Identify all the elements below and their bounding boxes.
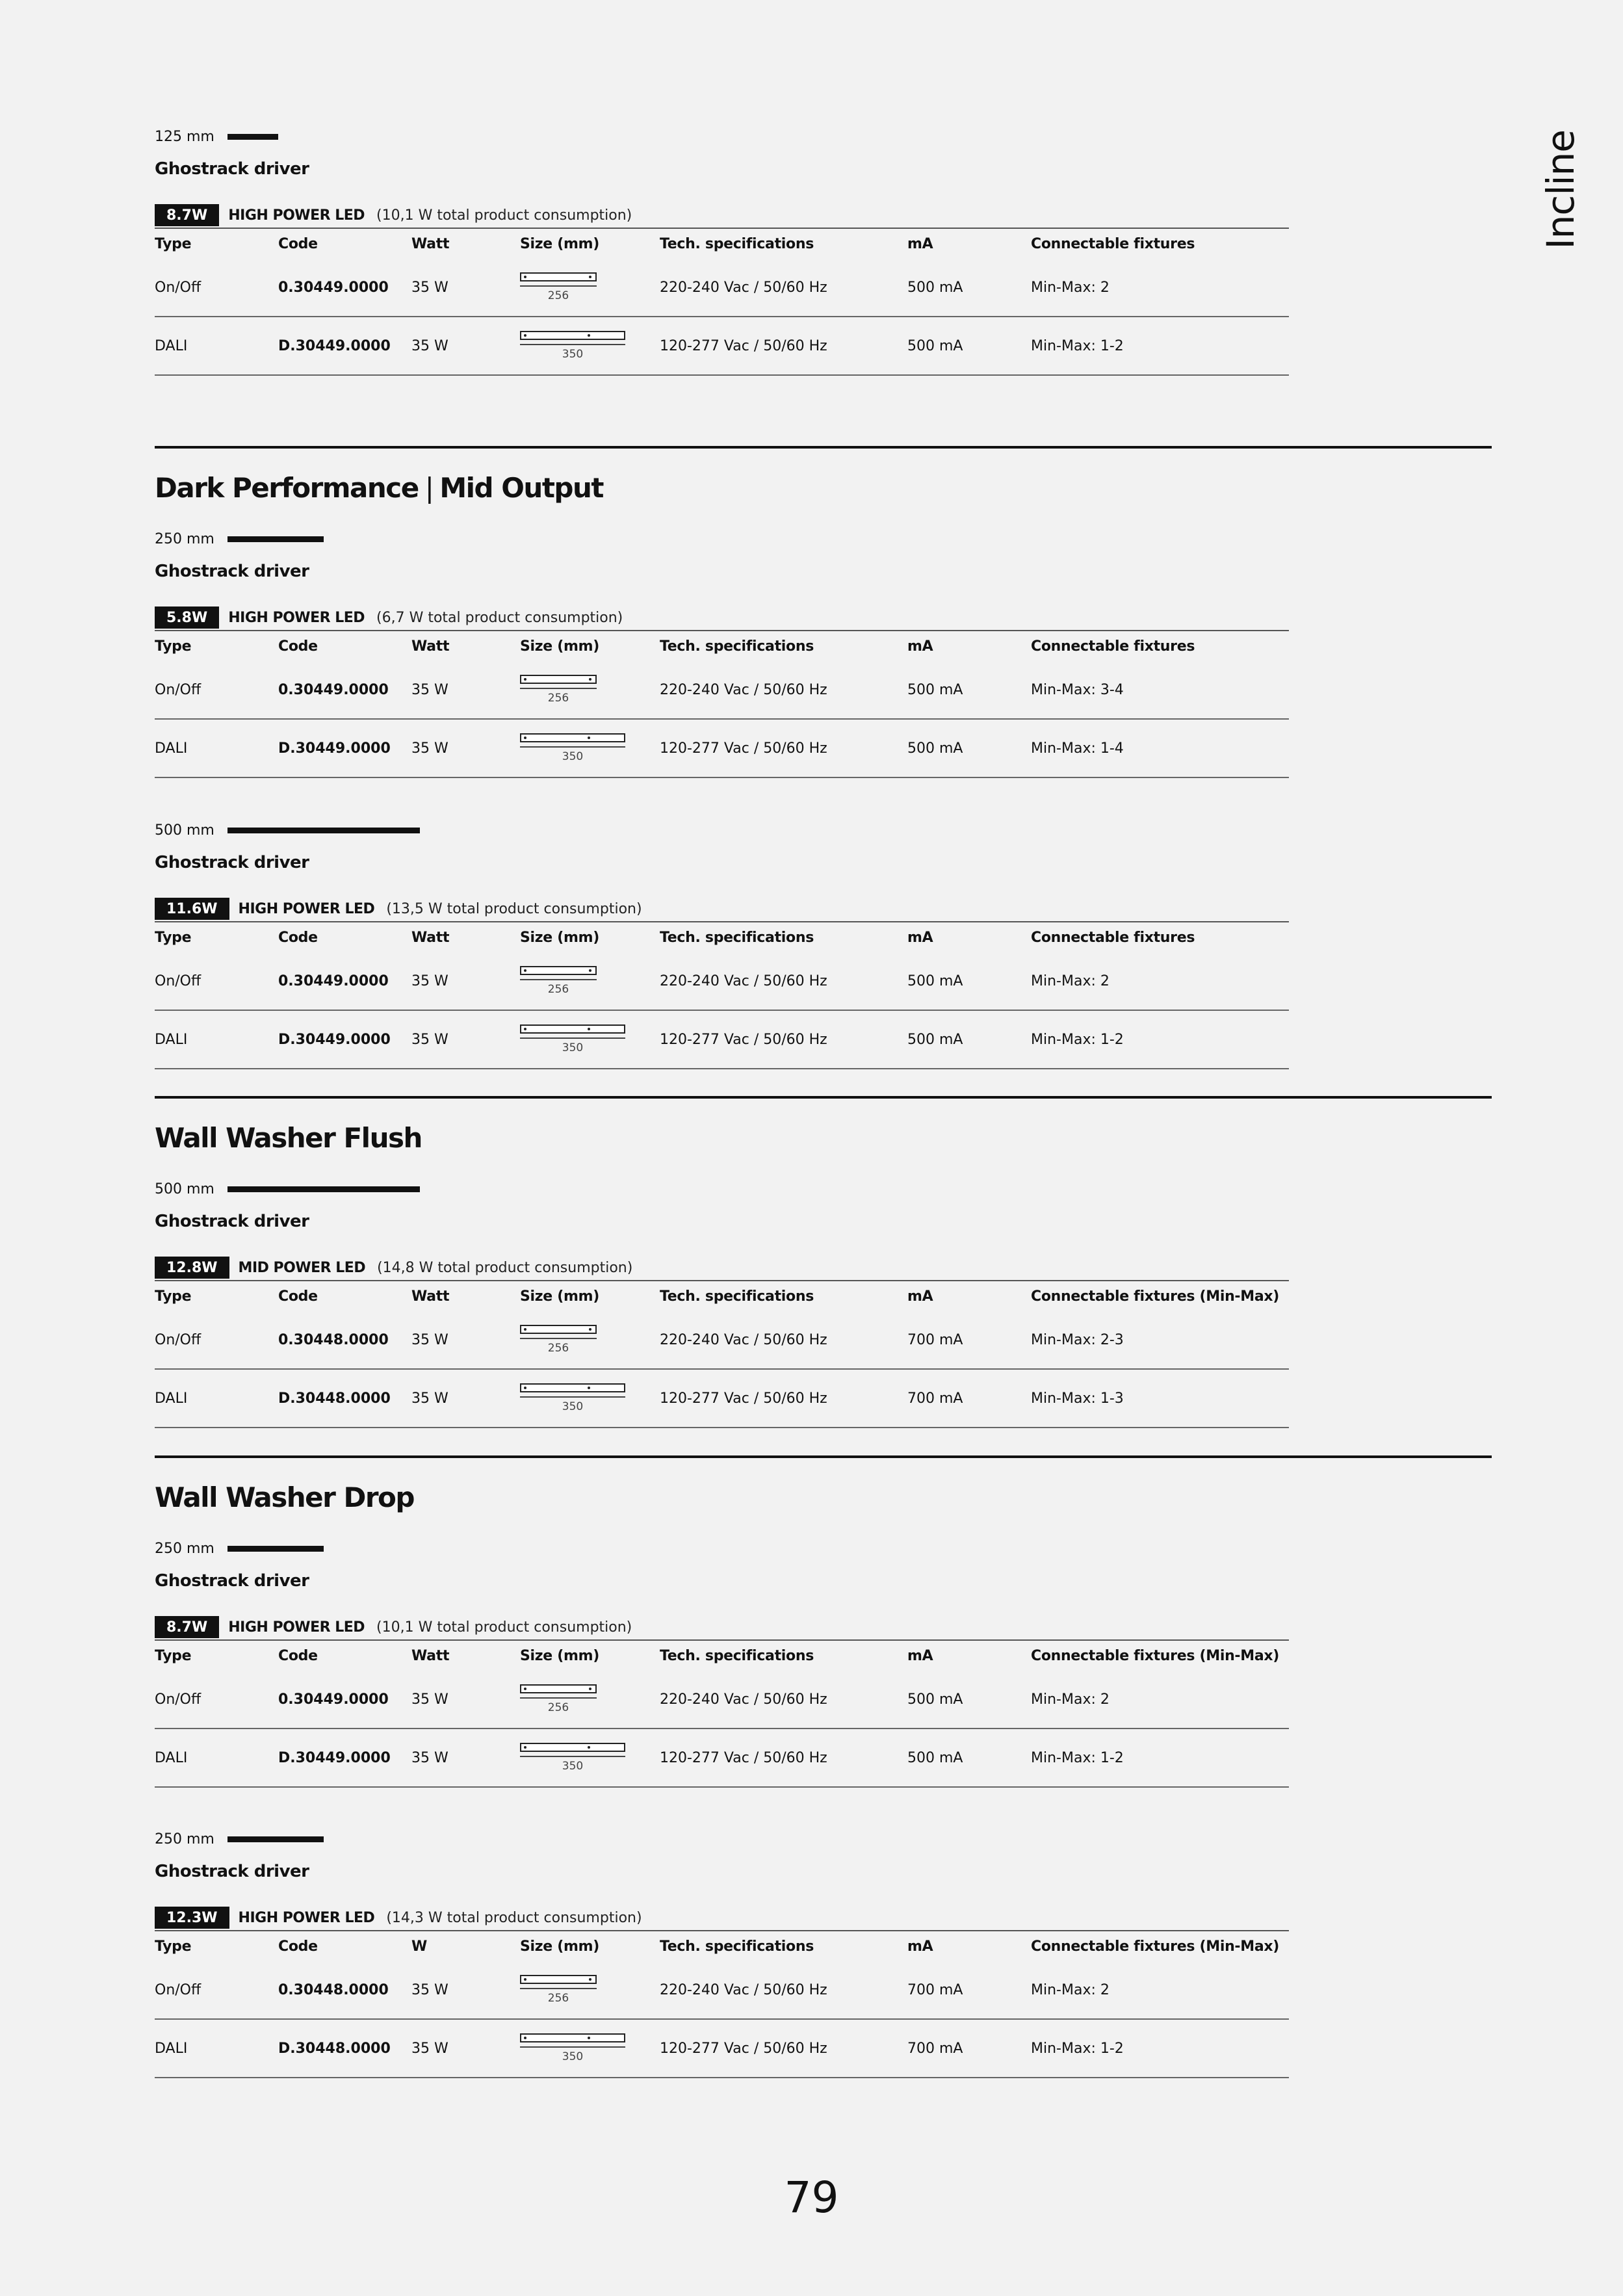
cell-watt: 35 W bbox=[411, 317, 520, 375]
spec-table bbox=[155, 1930, 1289, 2078]
dimension-line bbox=[520, 1697, 597, 1699]
col-tech: Tech. specifications bbox=[660, 1938, 814, 1955]
cell-size bbox=[520, 1369, 660, 1428]
col-code: Code bbox=[278, 1647, 318, 1664]
col-watt: Watt bbox=[411, 1288, 450, 1305]
col-watt: Watt bbox=[411, 235, 450, 252]
col-ma: mA bbox=[907, 929, 933, 946]
cell-ma: 700 mA bbox=[907, 1369, 1031, 1428]
size-value: 350 bbox=[562, 348, 584, 361]
cell-code: 0.30449.0000 bbox=[278, 259, 411, 317]
cell-size bbox=[520, 317, 660, 375]
col-size: Size (mm) bbox=[520, 235, 600, 252]
col-watt: W bbox=[411, 1938, 427, 1955]
size-value: 350 bbox=[562, 1760, 584, 1773]
power-badge: 8.7W bbox=[155, 204, 219, 226]
col-code: Code bbox=[278, 929, 318, 946]
cell-ma: 500 mA bbox=[907, 1729, 1031, 1787]
cell-fixtures: Min-Max: 2 bbox=[1031, 1671, 1289, 1729]
driver-size-icon bbox=[520, 675, 597, 684]
col-fixtures: Connectable fixtures bbox=[1031, 235, 1195, 252]
col-watt: Watt bbox=[411, 1647, 450, 1664]
length-row bbox=[155, 1175, 1289, 1203]
driver-size-icon bbox=[520, 1325, 597, 1334]
power-type: HIGH POWER LED bbox=[238, 1909, 375, 1926]
table-row bbox=[155, 1010, 1289, 1069]
cell-tech: 120-277 Vac / 50/60 Hz bbox=[660, 1729, 907, 1787]
dimension-line bbox=[520, 1988, 597, 1989]
spec-table bbox=[155, 630, 1289, 778]
power-type: HIGH POWER LED bbox=[228, 1619, 365, 1636]
cell-fixtures: Min-Max: 1-3 bbox=[1031, 1369, 1289, 1428]
col-tech: Tech. specifications bbox=[660, 1288, 814, 1305]
power-badge: 12.8W bbox=[155, 1257, 229, 1279]
cell-type: DALI bbox=[155, 1010, 278, 1069]
cell-code: 0.30448.0000 bbox=[278, 1961, 411, 2019]
cell-size bbox=[520, 719, 660, 777]
cell-ma: 500 mA bbox=[907, 1010, 1031, 1069]
cell-ma: 500 mA bbox=[907, 317, 1031, 375]
table-row bbox=[155, 661, 1289, 719]
driver-label: Ghostrack driver bbox=[155, 1571, 309, 1591]
spec-table bbox=[155, 228, 1289, 376]
cell-code: D.30449.0000 bbox=[278, 1010, 411, 1069]
power-row bbox=[155, 1905, 1289, 1930]
cell-tech: 120-277 Vac / 50/60 Hz bbox=[660, 317, 907, 375]
cell-ma: 500 mA bbox=[907, 661, 1031, 719]
driver-size-icon bbox=[520, 1743, 625, 1752]
spec-block bbox=[155, 816, 1289, 1069]
cell-size bbox=[520, 952, 660, 1010]
table-header-row bbox=[155, 1281, 1289, 1311]
col-ma: mA bbox=[907, 235, 933, 252]
cell-code: D.30449.0000 bbox=[278, 317, 411, 375]
driver-label: Ghostrack driver bbox=[155, 159, 309, 179]
cell-type: DALI bbox=[155, 1729, 278, 1787]
size-value: 350 bbox=[562, 1400, 584, 1413]
cell-size bbox=[520, 661, 660, 719]
cell-code: D.30448.0000 bbox=[278, 1369, 411, 1428]
col-size: Size (mm) bbox=[520, 1647, 600, 1664]
col-fixtures: Connectable fixtures bbox=[1031, 638, 1195, 655]
spec-table bbox=[155, 1639, 1289, 1788]
driver-label: Ghostrack driver bbox=[155, 1862, 309, 1881]
dimension-line bbox=[520, 746, 625, 748]
col-tech: Tech. specifications bbox=[660, 235, 814, 252]
cell-size bbox=[520, 1311, 660, 1369]
col-fixtures: Connectable fixtures (Min-Max) bbox=[1031, 1647, 1280, 1664]
cell-fixtures: Min-Max: 1-2 bbox=[1031, 1010, 1289, 1069]
power-type: MID POWER LED bbox=[238, 1259, 366, 1276]
col-fixtures: Connectable fixtures (Min-Max) bbox=[1031, 1938, 1280, 1955]
cell-code: 0.30449.0000 bbox=[278, 1671, 411, 1729]
driver-size-icon bbox=[520, 1024, 625, 1034]
size-value: 256 bbox=[547, 1342, 569, 1355]
col-watt: Watt bbox=[411, 929, 450, 946]
table-row bbox=[155, 1671, 1289, 1729]
dimension-line bbox=[520, 1756, 625, 1757]
power-row bbox=[155, 605, 1289, 630]
size-value: 256 bbox=[547, 692, 569, 705]
cell-type: On/Off bbox=[155, 1671, 278, 1729]
table-header-row bbox=[155, 631, 1289, 661]
cell-tech: 220-240 Vac / 50/60 Hz bbox=[660, 1671, 907, 1729]
section-divider bbox=[155, 446, 1492, 449]
heading-title: Dark Performance bbox=[155, 472, 419, 504]
section-heading bbox=[155, 472, 603, 504]
cell-code: D.30449.0000 bbox=[278, 719, 411, 777]
cell-watt: 35 W bbox=[411, 661, 520, 719]
driver-size-icon bbox=[520, 1684, 597, 1693]
cell-tech: 220-240 Vac / 50/60 Hz bbox=[660, 259, 907, 317]
cell-watt: 35 W bbox=[411, 259, 520, 317]
cell-code: D.30448.0000 bbox=[278, 2019, 411, 2078]
cell-fixtures: Min-Max: 2 bbox=[1031, 259, 1289, 317]
spec-table bbox=[155, 1280, 1289, 1428]
length-label: 500 mm bbox=[155, 1181, 214, 1197]
section-divider bbox=[155, 1455, 1492, 1458]
consumption-note: (10,1 W total product consumption) bbox=[376, 207, 632, 224]
power-badge: 12.3W bbox=[155, 1907, 229, 1929]
driver-size-icon bbox=[520, 1383, 625, 1392]
spec-block bbox=[155, 122, 1289, 376]
cell-fixtures: Min-Max: 2 bbox=[1031, 952, 1289, 1010]
col-tech: Tech. specifications bbox=[660, 929, 814, 946]
col-type: Type bbox=[155, 929, 192, 946]
cell-fixtures: Min-Max: 1-2 bbox=[1031, 1729, 1289, 1787]
cell-ma: 700 mA bbox=[907, 1311, 1031, 1369]
length-bar bbox=[227, 134, 278, 140]
dimension-line bbox=[520, 285, 597, 287]
cell-tech: 220-240 Vac / 50/60 Hz bbox=[660, 1311, 907, 1369]
driver-size-icon bbox=[520, 331, 625, 340]
col-code: Code bbox=[278, 638, 318, 655]
consumption-note: (6,7 W total product consumption) bbox=[376, 609, 623, 626]
dimension-line bbox=[520, 1396, 625, 1398]
spec-block bbox=[155, 525, 1289, 778]
size-value: 350 bbox=[562, 1041, 584, 1054]
cell-tech: 120-277 Vac / 50/60 Hz bbox=[660, 719, 907, 777]
length-label: 250 mm bbox=[155, 1540, 214, 1557]
power-badge: 8.7W bbox=[155, 1616, 219, 1638]
spec-table bbox=[155, 921, 1289, 1069]
table-row bbox=[155, 259, 1289, 317]
cell-ma: 500 mA bbox=[907, 952, 1031, 1010]
dimension-line bbox=[520, 1037, 625, 1039]
length-bar bbox=[227, 828, 420, 833]
cell-watt: 35 W bbox=[411, 1961, 520, 2019]
dimension-line bbox=[520, 1338, 597, 1339]
length-label: 250 mm bbox=[155, 530, 214, 547]
cell-size bbox=[520, 2019, 660, 2078]
length-row bbox=[155, 1825, 1289, 1853]
col-fixtures: Connectable fixtures bbox=[1031, 929, 1195, 946]
consumption-note: (10,1 W total product consumption) bbox=[376, 1619, 632, 1636]
dimension-line bbox=[520, 2046, 625, 2048]
length-label: 500 mm bbox=[155, 822, 214, 839]
cell-type: On/Off bbox=[155, 661, 278, 719]
driver-label: Ghostrack driver bbox=[155, 1212, 309, 1231]
cell-type: On/Off bbox=[155, 259, 278, 317]
power-type: HIGH POWER LED bbox=[238, 900, 375, 917]
col-fixtures: Connectable fixtures (Min-Max) bbox=[1031, 1288, 1280, 1305]
cell-fixtures: Min-Max: 3-4 bbox=[1031, 661, 1289, 719]
power-row bbox=[155, 1615, 1289, 1639]
col-type: Type bbox=[155, 1938, 192, 1955]
col-size: Size (mm) bbox=[520, 1288, 600, 1305]
cell-type: On/Off bbox=[155, 1961, 278, 2019]
cell-watt: 35 W bbox=[411, 1729, 520, 1787]
driver-size-icon bbox=[520, 1975, 597, 1984]
driver-size-icon bbox=[520, 966, 597, 975]
table-row bbox=[155, 1369, 1289, 1428]
driver-label: Ghostrack driver bbox=[155, 853, 309, 872]
cell-type: DALI bbox=[155, 719, 278, 777]
spec-block bbox=[155, 1825, 1289, 2078]
table-header-row bbox=[155, 1640, 1289, 1671]
size-value: 256 bbox=[547, 983, 569, 996]
cell-fixtures: Min-Max: 1-4 bbox=[1031, 719, 1289, 777]
cell-tech: 120-277 Vac / 50/60 Hz bbox=[660, 1010, 907, 1069]
table-row bbox=[155, 952, 1289, 1010]
table-row bbox=[155, 2019, 1289, 2078]
heading-title: Wall Washer Flush bbox=[155, 1122, 422, 1154]
driver-label: Ghostrack driver bbox=[155, 562, 309, 581]
table-header-row bbox=[155, 1931, 1289, 1961]
length-row bbox=[155, 122, 1289, 151]
power-type: HIGH POWER LED bbox=[228, 609, 365, 626]
size-value: 256 bbox=[547, 1701, 569, 1714]
cell-fixtures: Min-Max: 2 bbox=[1031, 1961, 1289, 2019]
length-bar bbox=[227, 536, 324, 542]
power-row bbox=[155, 896, 1289, 921]
cell-watt: 35 W bbox=[411, 1369, 520, 1428]
col-tech: Tech. specifications bbox=[660, 638, 814, 655]
cell-size bbox=[520, 1671, 660, 1729]
side-title: Incline bbox=[1539, 130, 1583, 250]
consumption-note: (14,3 W total product consumption) bbox=[386, 1909, 642, 1926]
col-type: Type bbox=[155, 1288, 192, 1305]
length-label: 250 mm bbox=[155, 1831, 214, 1847]
col-code: Code bbox=[278, 1938, 318, 1955]
col-ma: mA bbox=[907, 638, 933, 655]
heading-separator: | bbox=[424, 472, 434, 504]
cell-tech: 120-277 Vac / 50/60 Hz bbox=[660, 2019, 907, 2078]
cell-tech: 120-277 Vac / 50/60 Hz bbox=[660, 1369, 907, 1428]
cell-watt: 35 W bbox=[411, 719, 520, 777]
power-row bbox=[155, 1255, 1289, 1280]
cell-ma: 700 mA bbox=[907, 1961, 1031, 2019]
consumption-note: (14,8 W total product consumption) bbox=[377, 1259, 633, 1276]
col-size: Size (mm) bbox=[520, 1938, 600, 1955]
table-header-row bbox=[155, 922, 1289, 952]
cell-watt: 35 W bbox=[411, 952, 520, 1010]
col-type: Type bbox=[155, 638, 192, 655]
heading-suffix: Mid Output bbox=[439, 472, 603, 504]
col-tech: Tech. specifications bbox=[660, 1647, 814, 1664]
size-value: 350 bbox=[562, 2050, 584, 2063]
col-ma: mA bbox=[907, 1938, 933, 1955]
page-number: 79 bbox=[784, 2172, 839, 2223]
power-row bbox=[155, 203, 1289, 228]
cell-size bbox=[520, 1729, 660, 1787]
col-type: Type bbox=[155, 235, 192, 252]
cell-size bbox=[520, 1010, 660, 1069]
cell-type: On/Off bbox=[155, 1311, 278, 1369]
cell-watt: 35 W bbox=[411, 1311, 520, 1369]
cell-ma: 500 mA bbox=[907, 719, 1031, 777]
size-value: 256 bbox=[547, 1992, 569, 2005]
cell-code: 0.30448.0000 bbox=[278, 1311, 411, 1369]
cell-type: DALI bbox=[155, 317, 278, 375]
col-ma: mA bbox=[907, 1647, 933, 1664]
table-row bbox=[155, 317, 1289, 375]
length-bar bbox=[227, 1186, 420, 1192]
cell-ma: 500 mA bbox=[907, 1671, 1031, 1729]
cell-ma: 500 mA bbox=[907, 259, 1031, 317]
length-label: 125 mm bbox=[155, 128, 214, 145]
dimension-line bbox=[520, 344, 625, 345]
cell-code: 0.30449.0000 bbox=[278, 952, 411, 1010]
col-type: Type bbox=[155, 1647, 192, 1664]
cell-type: DALI bbox=[155, 2019, 278, 2078]
length-row bbox=[155, 1534, 1289, 1563]
power-type: HIGH POWER LED bbox=[228, 207, 365, 224]
length-bar bbox=[227, 1546, 324, 1552]
cell-type: On/Off bbox=[155, 952, 278, 1010]
col-ma: mA bbox=[907, 1288, 933, 1305]
cell-tech: 220-240 Vac / 50/60 Hz bbox=[660, 661, 907, 719]
driver-size-icon bbox=[520, 272, 597, 281]
table-row bbox=[155, 1961, 1289, 2019]
cell-tech: 220-240 Vac / 50/60 Hz bbox=[660, 1961, 907, 2019]
cell-fixtures: Min-Max: 1-2 bbox=[1031, 2019, 1289, 2078]
cell-ma: 700 mA bbox=[907, 2019, 1031, 2078]
length-row bbox=[155, 525, 1289, 553]
section-heading bbox=[155, 1481, 414, 1513]
cell-tech: 220-240 Vac / 50/60 Hz bbox=[660, 952, 907, 1010]
table-header-row bbox=[155, 228, 1289, 259]
cell-watt: 35 W bbox=[411, 1671, 520, 1729]
driver-size-icon bbox=[520, 2033, 625, 2042]
power-badge: 11.6W bbox=[155, 898, 229, 920]
cell-watt: 35 W bbox=[411, 2019, 520, 2078]
driver-size-icon bbox=[520, 733, 625, 742]
cell-type: DALI bbox=[155, 1369, 278, 1428]
cell-code: D.30449.0000 bbox=[278, 1729, 411, 1787]
section-heading bbox=[155, 1122, 422, 1154]
col-code: Code bbox=[278, 235, 318, 252]
dimension-line bbox=[520, 979, 597, 980]
section-divider bbox=[155, 1096, 1492, 1099]
length-row bbox=[155, 816, 1289, 844]
table-row bbox=[155, 1729, 1289, 1787]
table-row bbox=[155, 1311, 1289, 1369]
heading-title: Wall Washer Drop bbox=[155, 1481, 414, 1513]
power-badge: 5.8W bbox=[155, 607, 219, 629]
spec-block bbox=[155, 1175, 1289, 1428]
size-value: 350 bbox=[562, 750, 584, 763]
col-size: Size (mm) bbox=[520, 929, 600, 946]
consumption-note: (13,5 W total product consumption) bbox=[386, 900, 642, 917]
size-value: 256 bbox=[547, 289, 569, 302]
dimension-line bbox=[520, 688, 597, 689]
col-watt: Watt bbox=[411, 638, 450, 655]
cell-watt: 35 W bbox=[411, 1010, 520, 1069]
cell-fixtures: Min-Max: 2-3 bbox=[1031, 1311, 1289, 1369]
cell-size bbox=[520, 259, 660, 317]
length-bar bbox=[227, 1836, 324, 1842]
cell-fixtures: Min-Max: 1-2 bbox=[1031, 317, 1289, 375]
col-size: Size (mm) bbox=[520, 638, 600, 655]
table-row bbox=[155, 719, 1289, 777]
spec-block bbox=[155, 1534, 1289, 1788]
col-code: Code bbox=[278, 1288, 318, 1305]
cell-code: 0.30449.0000 bbox=[278, 661, 411, 719]
cell-size bbox=[520, 1961, 660, 2019]
